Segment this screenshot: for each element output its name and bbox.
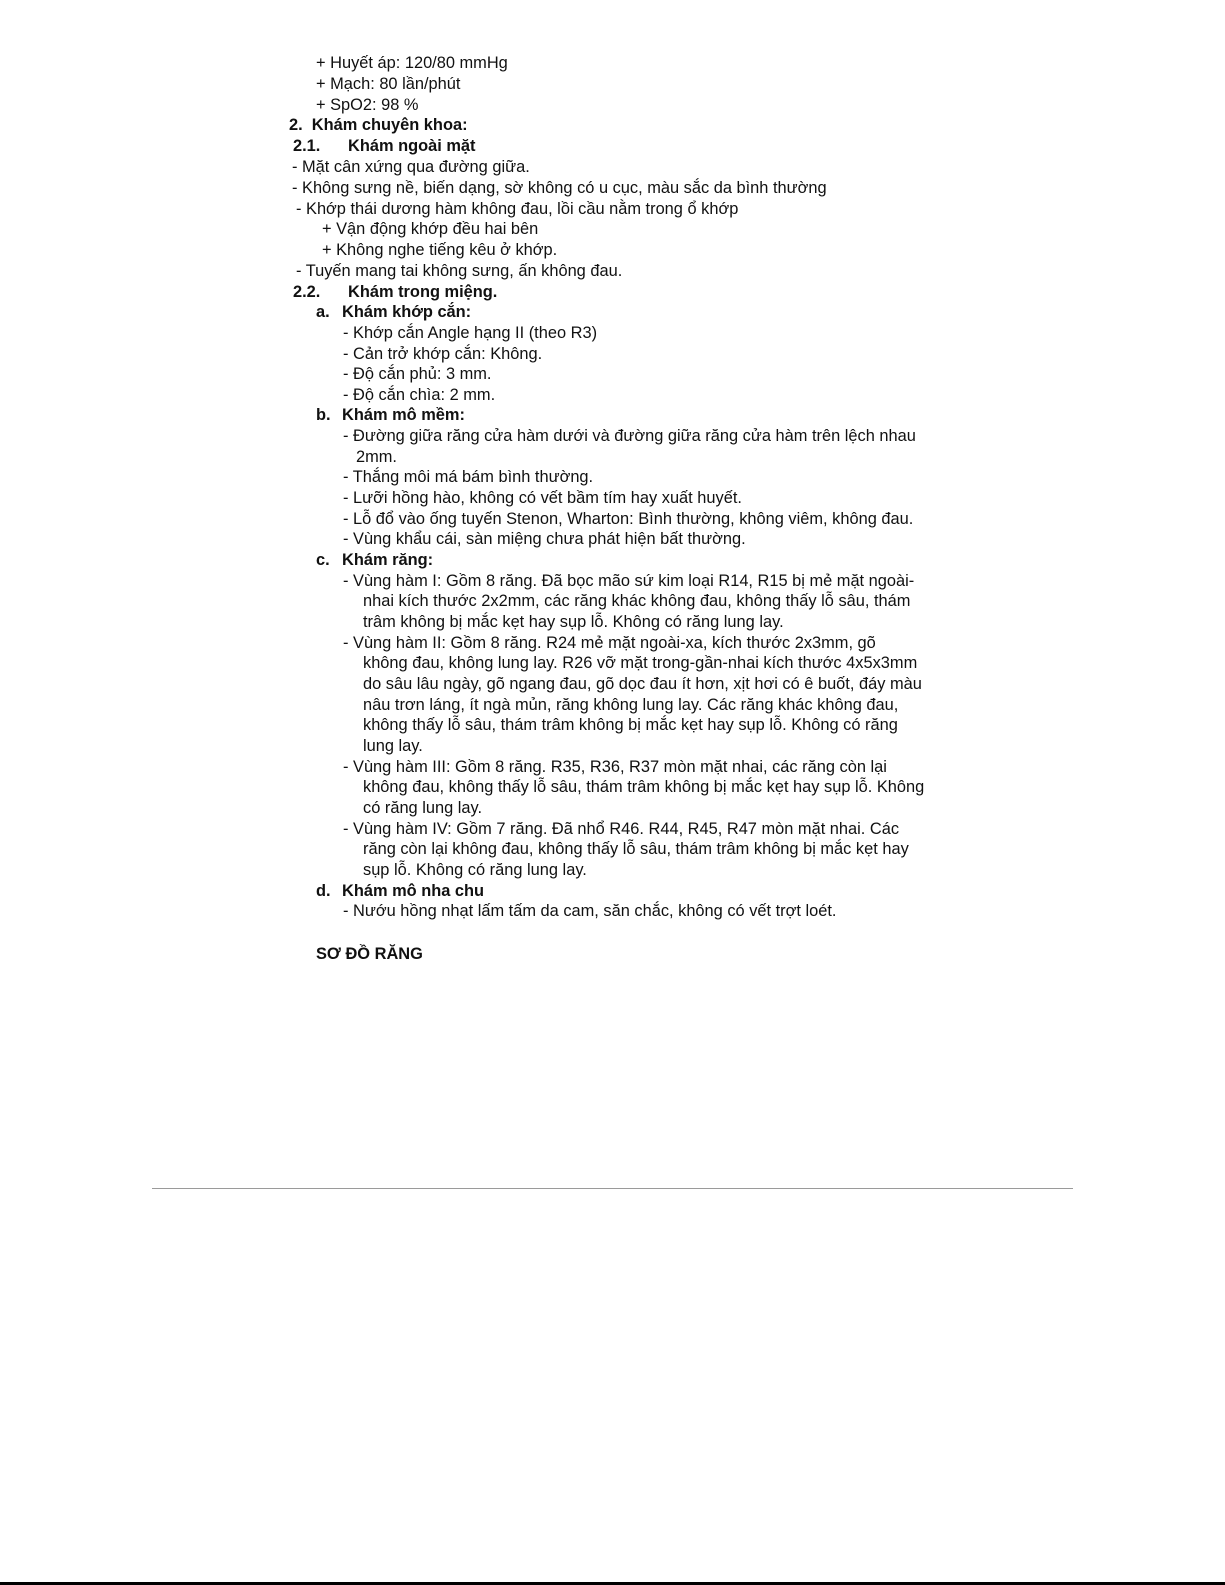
heading-text: Khám mô nha chu bbox=[342, 882, 485, 900]
periodontal-item: - Nướu hồng nhạt lấm tấm da cam, săn chắc, không có vết trợt loét. bbox=[343, 902, 837, 920]
occlusion-item: - Độ cắn phủ: 3 mm. bbox=[343, 365, 492, 383]
teeth-line: sụp lỗ. Không có răng lung lay. bbox=[363, 861, 587, 879]
vital-spo2: + SpO2: 98 % bbox=[316, 96, 419, 114]
extraoral-item: - Khớp thái dương hàm không đau, lồi cầu nằm trong ổ khớp bbox=[296, 200, 739, 218]
soft-tissue-line: 2mm. bbox=[356, 448, 397, 466]
heading-soft-tissue bbox=[316, 405, 465, 425]
heading-text: Khám răng: bbox=[342, 551, 434, 569]
extraoral-subitem: + Vận động khớp đều hai bên bbox=[322, 220, 539, 238]
teeth-line: không thấy lỗ sâu, thám trâm không bị mắc kẹt hay sụp lỗ. Không có răng bbox=[363, 716, 898, 734]
item-letter: b. bbox=[316, 406, 331, 424]
occlusion-item: - Cản trở khớp cắn: Không. bbox=[343, 345, 543, 363]
heading-teeth bbox=[316, 550, 433, 570]
extraoral-item: - Không sưng nề, biến dạng, sờ không có u cục, màu sắc da bình thường bbox=[292, 179, 827, 197]
heading-occlusion bbox=[316, 302, 471, 322]
extraoral-subitem: + Không nghe tiếng kêu ở khớp. bbox=[322, 241, 558, 259]
heading-periodontal bbox=[316, 881, 484, 901]
teeth-line: trâm không bị mắc kẹt hay sụp lỗ. Không có răng lung lay. bbox=[363, 613, 784, 631]
subsection-number: 2.1. bbox=[293, 137, 321, 155]
teeth-line: nhai kích thước 2x2mm, các răng khác không đau, không thấy lỗ sâu, thám bbox=[363, 592, 911, 610]
item-letter: d. bbox=[316, 882, 331, 900]
heading-text: Khám mô mềm: bbox=[342, 406, 465, 424]
heading-text: Khám khớp cắn: bbox=[342, 303, 472, 321]
soft-tissue-line: - Lỗ đổ vào ống tuyến Stenon, Wharton: Bình thường, không viêm, không đau. bbox=[343, 510, 914, 528]
occlusion-item: - Khớp cắn Angle hạng II (theo R3) bbox=[343, 324, 598, 342]
teeth-line: không đau, không lung lay. R26 vỡ mặt trong-gần-nhai kích thước 4x5x3mm bbox=[363, 654, 918, 672]
teeth-line: không đau, không thấy lỗ sâu, thám trâm không bị mắc kẹt hay sụp lỗ. Không bbox=[363, 778, 925, 796]
soft-tissue-line: - Lưỡi hồng hào, không có vết bầm tím hay xuất huyết. bbox=[343, 489, 742, 507]
section-title: Khám chuyên khoa: bbox=[311, 116, 468, 134]
subsection-heading-extraoral bbox=[293, 136, 476, 156]
page-divider bbox=[152, 1188, 1073, 1189]
teeth-line: - Vùng hàm III: Gồm 8 răng. R35, R36, R37 mòn mặt nhai, các răng còn lại bbox=[343, 758, 887, 776]
subsection-title: Khám trong miệng. bbox=[348, 283, 498, 301]
tooth-chart-title: SƠ ĐỒ RĂNG bbox=[316, 945, 423, 963]
item-letter: a. bbox=[316, 303, 330, 321]
soft-tissue-line: - Vùng khẩu cái, sàn miệng chưa phát hiện bất thường. bbox=[343, 530, 746, 548]
subsection-heading-intraoral bbox=[293, 282, 497, 302]
subsection-number: 2.2. bbox=[293, 283, 321, 301]
teeth-line: do sâu lâu ngày, gõ ngang đau, gõ dọc đau ít hơn, xịt hơi có ê buốt, đáy màu bbox=[363, 675, 922, 693]
teeth-line: - Vùng hàm I: Gồm 8 răng. Đã bọc mão sứ kim loại R14, R15 bị mẻ mặt ngoài- bbox=[343, 572, 915, 590]
teeth-line: có răng lung lay. bbox=[363, 799, 483, 817]
section-heading-specialty bbox=[289, 115, 468, 135]
vital-pulse: + Mạch: 80 lần/phút bbox=[316, 75, 461, 93]
extraoral-item: - Tuyến mang tai không sưng, ấn không đau. bbox=[296, 262, 623, 280]
soft-tissue-line: - Đường giữa răng cửa hàm dưới và đường giữa răng cửa hàm trên lệch nhau bbox=[343, 427, 916, 445]
item-letter: c. bbox=[316, 551, 330, 569]
occlusion-item: - Độ cắn chìa: 2 mm. bbox=[343, 386, 496, 404]
soft-tissue-line: - Thắng môi má bám bình thường. bbox=[343, 468, 594, 486]
teeth-line: - Vùng hàm II: Gồm 8 răng. R24 mẻ mặt ngoài-xa, kích thước 2x3mm, gõ bbox=[343, 634, 876, 652]
extraoral-item: - Mặt cân xứng qua đường giữa. bbox=[292, 158, 530, 176]
subsection-title: Khám ngoài mặt bbox=[348, 137, 476, 155]
section-number: 2. bbox=[289, 116, 303, 134]
teeth-line: lung lay. bbox=[363, 737, 423, 755]
teeth-line: răng còn lại không đau, không thấy lỗ sâu, thám trâm không bị mắc kẹt hay bbox=[363, 840, 909, 858]
vital-blood-pressure: + Huyết áp: 120/80 mmHg bbox=[316, 54, 508, 72]
teeth-line: nâu trơn láng, ít ngà mủn, răng không lung lay. Các răng khác không đau, bbox=[363, 696, 899, 714]
teeth-line: - Vùng hàm IV: Gồm 7 răng. Đã nhổ R46. R44, R45, R47 mòn mặt nhai. Các bbox=[343, 820, 900, 838]
